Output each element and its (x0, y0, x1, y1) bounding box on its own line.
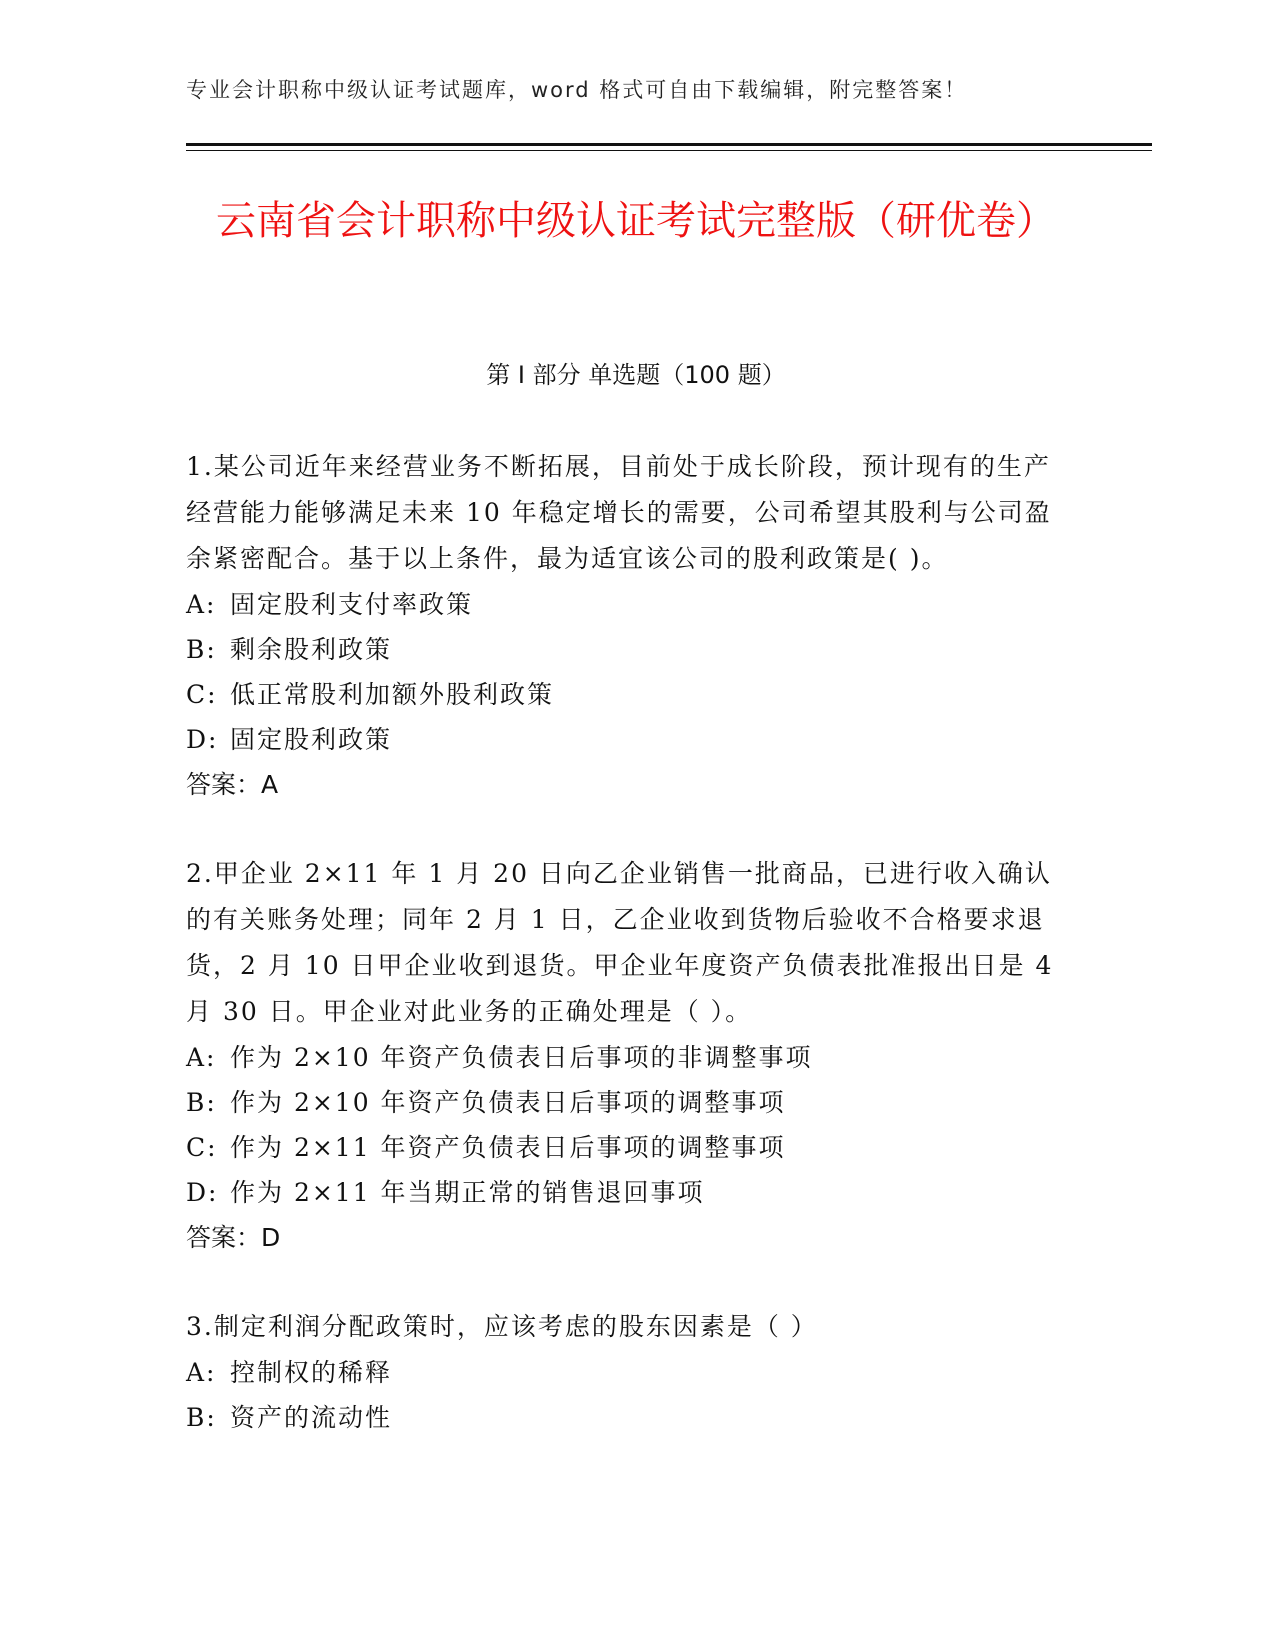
option-text: 作为 2×11 年资产负债表日后事项的调整事项 (230, 1133, 786, 1162)
option-text: 作为 2×10 年资产负债表日后事项的调整事项 (230, 1088, 786, 1117)
question-3 (186, 1304, 1066, 1440)
option-text: 作为 2×10 年资产负债表日后事项的非调整事项 (230, 1043, 813, 1072)
option-key: D: (186, 725, 219, 754)
option-text: 剩余股利政策 (230, 635, 393, 664)
option-text: 固定股利政策 (230, 725, 393, 754)
header-note: 专业会计职称中级认证考试题库，word 格式可自由下载编辑，附完整答案！ (186, 78, 968, 102)
option-a (186, 1035, 1066, 1080)
answer-line: 答案：A (186, 770, 279, 799)
option-key: A: (186, 1358, 217, 1387)
header-rule-thin (186, 150, 1152, 151)
document-title: 云南省会计职称中级认证考试完整版（研优卷） (216, 198, 1056, 244)
option-b (186, 1395, 1066, 1440)
question-1 (186, 444, 1066, 807)
option-key: B: (186, 1403, 217, 1432)
option-b (186, 627, 1066, 672)
section-heading: 第 I 部分 单选题（100 题） (486, 361, 786, 389)
header-rule-thick (186, 143, 1152, 146)
answer-line: 答案：D (186, 1223, 281, 1252)
option-key: B: (186, 635, 217, 664)
option-a (186, 582, 1066, 627)
option-c (186, 672, 1066, 717)
question-2 (186, 851, 1066, 1260)
option-a (186, 1350, 1066, 1395)
question-stem: 2.甲企业 2×11 年 1 月 20 日向乙企业销售一批商品，已进行收入确认的有关账务处理；同年 2 月 1 日，乙企业收到货物后验收不合格要求退货，2 月 10 日甲企业收到退货。甲企业年度资产负债表批准报出日是 4 月 30 日。甲企业对此业务的正确处理是（ ）。 (186, 859, 1054, 1026)
option-key: A: (186, 590, 217, 619)
option-d (186, 717, 1066, 762)
question-stem: 3.制定利润分配政策时，应该考虑的股东因素是（ ） (186, 1312, 818, 1341)
option-text: 资产的流动性 (230, 1403, 393, 1432)
option-text: 固定股利支付率政策 (230, 590, 474, 619)
option-key: C: (186, 680, 218, 709)
option-key: B: (186, 1088, 217, 1117)
question-list (186, 444, 1066, 1484)
option-c (186, 1125, 1066, 1170)
option-key: D: (186, 1178, 219, 1207)
option-d (186, 1170, 1066, 1215)
option-text: 低正常股利加额外股利政策 (230, 680, 555, 709)
option-b (186, 1080, 1066, 1125)
option-key: A: (186, 1043, 217, 1072)
option-text: 作为 2×11 年当期正常的销售退回事项 (230, 1178, 705, 1207)
question-stem: 1.某公司近年来经营业务不断拓展，目前处于成长阶段，预计现有的生产经营能力能够满足未来 10 年稳定增长的需要，公司希望其股利与公司盈余紧密配合。基于以上条件，最为适宜该公司的股利政策是( )。 (186, 452, 1052, 573)
option-key: C: (186, 1133, 218, 1162)
option-text: 控制权的稀释 (230, 1358, 393, 1387)
